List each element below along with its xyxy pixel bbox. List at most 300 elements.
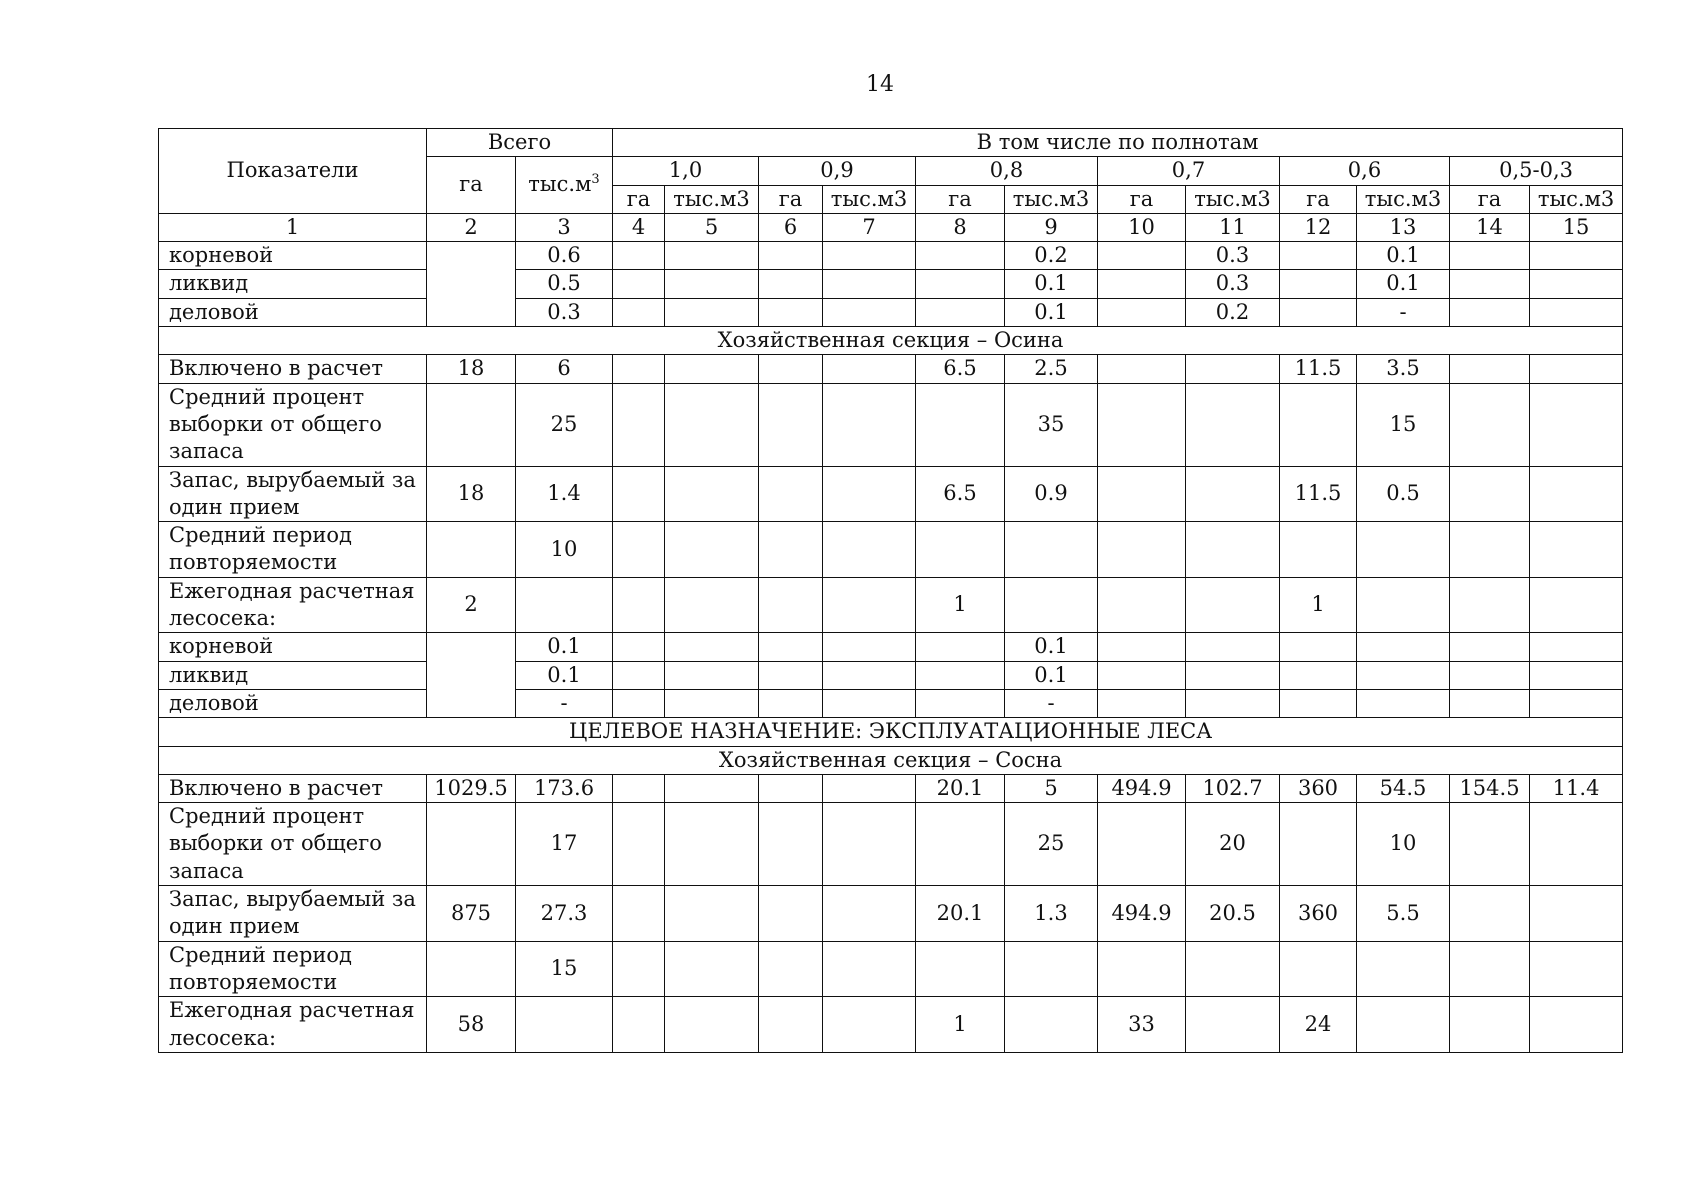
header-density: 0,5-0,3 <box>1450 157 1623 185</box>
table-cell <box>1280 689 1357 717</box>
table-cell <box>1186 466 1280 522</box>
table-cell: 2.5 <box>1005 355 1098 383</box>
column-number: 9 <box>1005 213 1098 241</box>
table-cell <box>1280 522 1357 578</box>
table-cell <box>1280 941 1357 997</box>
table-cell: 5.5 <box>1357 886 1450 942</box>
header-total-thous-m3 <box>516 157 613 214</box>
table-cell: 494.9 <box>1098 774 1186 802</box>
table-cell <box>1098 633 1186 661</box>
merged-empty-cell <box>427 242 516 327</box>
table-cell <box>1450 522 1530 578</box>
column-number: 13 <box>1357 213 1450 241</box>
table-cell <box>1450 466 1530 522</box>
table-cell <box>759 242 823 270</box>
table-cell: 1.4 <box>516 466 613 522</box>
header-indicators: Показатели <box>159 129 427 214</box>
table-cell <box>1450 886 1530 942</box>
column-number: 12 <box>1280 213 1357 241</box>
table-cell <box>613 298 665 326</box>
table-cell <box>823 577 916 633</box>
block3-body <box>159 774 1623 1052</box>
table-cell: 0.1 <box>1005 661 1098 689</box>
table-cell <box>665 689 759 717</box>
table-cell <box>916 941 1005 997</box>
table-cell <box>1098 941 1186 997</box>
table-cell <box>823 383 916 466</box>
purpose-body <box>159 718 1623 775</box>
row-label: деловой <box>159 689 427 717</box>
table-cell <box>823 774 916 802</box>
table-cell: 25 <box>516 383 613 466</box>
table-cell <box>665 661 759 689</box>
table-cell <box>823 803 916 886</box>
table-cell: 35 <box>1005 383 1098 466</box>
table-cell: 10 <box>1357 803 1450 886</box>
table-cell <box>1530 270 1623 298</box>
table-cell <box>613 886 665 942</box>
table-cell <box>613 633 665 661</box>
table-row <box>159 774 1623 802</box>
table-cell <box>1530 633 1623 661</box>
table-cell <box>1450 803 1530 886</box>
column-number: 14 <box>1450 213 1530 241</box>
table-cell <box>1530 803 1623 886</box>
table-cell <box>1098 661 1186 689</box>
table-cell <box>1530 689 1623 717</box>
header-density: 1,0 <box>613 157 759 185</box>
table-cell <box>1357 522 1450 578</box>
table-cell: 1029.5 <box>427 774 516 802</box>
row-label: Средний процент выборки от общего запаса <box>159 383 427 466</box>
table-cell <box>1186 633 1280 661</box>
table-cell <box>665 633 759 661</box>
table-cell: 102.7 <box>1186 774 1280 802</box>
table-cell <box>759 997 823 1053</box>
column-number: 5 <box>665 213 759 241</box>
table-row <box>159 941 1623 997</box>
table-cell <box>1450 270 1530 298</box>
row-label: Запас, вырубаемый за один прием <box>159 466 427 522</box>
table-cell: 0.2 <box>1005 242 1098 270</box>
header-total-thous-m3-sup: 3 <box>591 172 600 188</box>
table-cell <box>759 941 823 997</box>
table-cell <box>1530 242 1623 270</box>
table-cell <box>665 466 759 522</box>
table-cell: 1 <box>916 577 1005 633</box>
table-cell <box>759 886 823 942</box>
table-cell: 0.9 <box>1005 466 1098 522</box>
table-cell <box>1186 941 1280 997</box>
table-row <box>159 383 1623 466</box>
header-unit-thous-m3: тыс.м3 <box>1005 185 1098 213</box>
table-cell <box>759 803 823 886</box>
table-cell <box>613 941 665 997</box>
table-cell: 360 <box>1280 886 1357 942</box>
table-cell: 360 <box>1280 774 1357 802</box>
row-label: Включено в расчет <box>159 355 427 383</box>
table-cell <box>1098 689 1186 717</box>
column-number: 4 <box>613 213 665 241</box>
table-cell <box>665 941 759 997</box>
table-cell <box>1098 577 1186 633</box>
row-label: Включено в расчет <box>159 774 427 802</box>
column-number: 7 <box>823 213 916 241</box>
table-cell <box>665 298 759 326</box>
table-cell <box>916 689 1005 717</box>
table-cell: 0.1 <box>1005 298 1098 326</box>
table-cell <box>665 383 759 466</box>
table-cell <box>1280 298 1357 326</box>
purpose-row <box>159 718 1623 746</box>
table-cell <box>1280 270 1357 298</box>
table-row <box>159 886 1623 942</box>
table-cell <box>823 242 916 270</box>
table-cell: 0.5 <box>516 270 613 298</box>
table-cell <box>427 383 516 466</box>
header-unit-ha: га <box>1450 185 1530 213</box>
row-label: деловой <box>159 298 427 326</box>
table-cell <box>759 522 823 578</box>
header-total-thous-m3-base: тыс.м <box>528 172 592 197</box>
table-cell <box>1357 577 1450 633</box>
header-unit-thous-m3: тыс.м3 <box>1186 185 1280 213</box>
table-cell <box>613 997 665 1053</box>
table-cell: - <box>516 689 613 717</box>
table-cell <box>665 774 759 802</box>
table-cell: 494.9 <box>1098 886 1186 942</box>
table-cell <box>1530 941 1623 997</box>
column-numbers-row <box>159 213 1623 241</box>
table-cell <box>1530 577 1623 633</box>
table-cell <box>1450 633 1530 661</box>
table-cell <box>759 689 823 717</box>
section-row-osina <box>159 327 1623 355</box>
table-cell <box>1450 298 1530 326</box>
table-cell <box>1530 383 1623 466</box>
table-cell <box>1357 997 1450 1053</box>
table-cell <box>665 803 759 886</box>
block1-body <box>159 242 1623 327</box>
row-label: Запас, вырубаемый за один прием <box>159 886 427 942</box>
row-label: Ежегодная расчетная лесосека: <box>159 997 427 1053</box>
table-row <box>159 355 1623 383</box>
table-cell <box>1280 242 1357 270</box>
table-cell <box>759 466 823 522</box>
table-cell <box>1530 997 1623 1053</box>
header-density: 0,9 <box>759 157 916 185</box>
table-cell <box>1530 661 1623 689</box>
table-cell <box>1098 803 1186 886</box>
table-cell: 0.1 <box>1005 633 1098 661</box>
table-cell <box>1098 270 1186 298</box>
row-label: Ежегодная расчетная лесосека: <box>159 577 427 633</box>
table-row <box>159 803 1623 886</box>
table-row <box>159 270 1623 298</box>
table-cell <box>916 242 1005 270</box>
table-cell <box>823 633 916 661</box>
table-cell: 0.3 <box>1186 242 1280 270</box>
column-number: 15 <box>1530 213 1623 241</box>
table-cell <box>1186 661 1280 689</box>
table-cell: 1.3 <box>1005 886 1098 942</box>
table-cell <box>1186 383 1280 466</box>
table-cell <box>1098 242 1186 270</box>
table-cell: 0.2 <box>1186 298 1280 326</box>
table-cell <box>613 689 665 717</box>
table-cell <box>1357 633 1450 661</box>
table-cell <box>613 577 665 633</box>
table-cell <box>1450 355 1530 383</box>
table-cell <box>1357 941 1450 997</box>
section-row-sosna <box>159 746 1623 774</box>
table-cell <box>665 522 759 578</box>
table-cell: 3.5 <box>1357 355 1450 383</box>
table-cell <box>916 661 1005 689</box>
section-title-sosna: Хозяйственная секция – Сосна <box>159 746 1623 774</box>
table-cell: 154.5 <box>1450 774 1530 802</box>
table-row <box>159 577 1623 633</box>
section-title-osina: Хозяйственная секция – Осина <box>159 327 1623 355</box>
table-cell <box>916 298 1005 326</box>
table-row <box>159 242 1623 270</box>
table-cell <box>823 886 916 942</box>
table-cell <box>759 270 823 298</box>
table-cell <box>823 466 916 522</box>
table-cell <box>665 577 759 633</box>
column-number: 6 <box>759 213 823 241</box>
table-cell <box>427 803 516 886</box>
table-cell <box>823 997 916 1053</box>
table-cell <box>613 466 665 522</box>
header-unit-thous-m3: тыс.м3 <box>1357 185 1450 213</box>
table-cell: - <box>1005 689 1098 717</box>
column-number: 8 <box>916 213 1005 241</box>
table-cell <box>1450 577 1530 633</box>
table-cell <box>916 522 1005 578</box>
table-row <box>159 689 1623 717</box>
header-unit-ha: га <box>759 185 823 213</box>
table-cell <box>613 355 665 383</box>
table-cell <box>1280 633 1357 661</box>
table-cell: - <box>1357 298 1450 326</box>
header-unit-ha: га <box>1280 185 1357 213</box>
table-cell <box>1280 383 1357 466</box>
table-cell <box>823 522 916 578</box>
table-cell <box>823 661 916 689</box>
table-cell: 18 <box>427 355 516 383</box>
header-total-ha: га <box>427 157 516 214</box>
table-cell: 18 <box>427 466 516 522</box>
table-row <box>159 522 1623 578</box>
table-cell <box>759 577 823 633</box>
table-cell <box>759 661 823 689</box>
table-cell: 1 <box>916 997 1005 1053</box>
table-cell <box>1450 661 1530 689</box>
table-cell <box>613 522 665 578</box>
header-unit-ha: га <box>916 185 1005 213</box>
table-cell <box>759 383 823 466</box>
table-cell <box>823 689 916 717</box>
table-cell: 0.6 <box>516 242 613 270</box>
table-cell <box>665 242 759 270</box>
table-cell <box>613 803 665 886</box>
row-label: Средний процент выборки от общего запаса <box>159 803 427 886</box>
table-cell <box>916 803 1005 886</box>
table-cell <box>1530 886 1623 942</box>
table-cell: 15 <box>1357 383 1450 466</box>
table-cell: 11.5 <box>1280 466 1357 522</box>
table-cell <box>516 997 613 1053</box>
table-cell <box>759 355 823 383</box>
header-density: 0,6 <box>1280 157 1450 185</box>
table-cell: 0.3 <box>1186 270 1280 298</box>
table-row <box>159 298 1623 326</box>
table-cell: 27.3 <box>516 886 613 942</box>
table-row <box>159 466 1623 522</box>
table-cell <box>1005 522 1098 578</box>
table-cell: 58 <box>427 997 516 1053</box>
header-row-1 <box>159 129 1623 157</box>
table-cell <box>1098 383 1186 466</box>
column-number: 2 <box>427 213 516 241</box>
table-cell: 11.4 <box>1530 774 1623 802</box>
table-cell <box>823 298 916 326</box>
table-cell: 20.5 <box>1186 886 1280 942</box>
table-cell <box>665 270 759 298</box>
block2-body <box>159 355 1623 718</box>
table-cell <box>759 774 823 802</box>
table-cell <box>1186 355 1280 383</box>
column-number: 11 <box>1186 213 1280 241</box>
table-cell <box>1098 355 1186 383</box>
table-cell: 10 <box>516 522 613 578</box>
table-cell: 0.5 <box>1357 466 1450 522</box>
table-cell: 33 <box>1098 997 1186 1053</box>
purpose-title: ЦЕЛЕВОЕ НАЗНАЧЕНИЕ: ЭКСПЛУАТАЦИОННЫЕ ЛЕСА <box>159 718 1623 746</box>
table-cell <box>1280 661 1357 689</box>
table-cell <box>1280 803 1357 886</box>
table-cell <box>613 270 665 298</box>
table-cell: 2 <box>427 577 516 633</box>
table-cell <box>916 383 1005 466</box>
table-cell <box>1005 997 1098 1053</box>
table-cell <box>1530 522 1623 578</box>
table-cell: 20.1 <box>916 774 1005 802</box>
table-cell: 0.1 <box>516 633 613 661</box>
table-cell: 24 <box>1280 997 1357 1053</box>
row-label: корневой <box>159 633 427 661</box>
table-cell: 0.1 <box>1357 270 1450 298</box>
column-number: 1 <box>159 213 427 241</box>
table-cell: 0.3 <box>516 298 613 326</box>
table-cell <box>1450 689 1530 717</box>
header-unit-thous-m3: тыс.м3 <box>1530 185 1623 213</box>
table-cell: 25 <box>1005 803 1098 886</box>
merged-empty-cell <box>427 633 516 718</box>
table-cell <box>1357 689 1450 717</box>
table-cell <box>1186 577 1280 633</box>
table-cell <box>916 633 1005 661</box>
table-cell: 11.5 <box>1280 355 1357 383</box>
table-row <box>159 661 1623 689</box>
table-cell: 6.5 <box>916 355 1005 383</box>
table-cell: 20.1 <box>916 886 1005 942</box>
table-cell: 20 <box>1186 803 1280 886</box>
table-row <box>159 633 1623 661</box>
header-unit-ha: га <box>613 185 665 213</box>
table-cell <box>823 270 916 298</box>
table-cell: 0.1 <box>1357 242 1450 270</box>
table-cell: 875 <box>427 886 516 942</box>
table-cell: 6.5 <box>916 466 1005 522</box>
table-cell <box>613 383 665 466</box>
table-cell <box>427 941 516 997</box>
table-cell <box>1450 242 1530 270</box>
table-cell <box>1098 298 1186 326</box>
table-cell: 5 <box>1005 774 1098 802</box>
table-cell <box>1098 522 1186 578</box>
table-cell <box>1357 661 1450 689</box>
table-cell <box>1186 997 1280 1053</box>
table-cell: 17 <box>516 803 613 886</box>
table-cell <box>759 633 823 661</box>
table-cell <box>427 522 516 578</box>
table-cell <box>665 355 759 383</box>
table-cell <box>516 577 613 633</box>
table-cell: 0.1 <box>1005 270 1098 298</box>
table-cell: 15 <box>516 941 613 997</box>
table-cell <box>1530 298 1623 326</box>
table-cell <box>1450 941 1530 997</box>
table-cell: 6 <box>516 355 613 383</box>
table-cell: 54.5 <box>1357 774 1450 802</box>
table-cell <box>613 774 665 802</box>
row-label: Средний период повторяемости <box>159 522 427 578</box>
table-cell <box>916 270 1005 298</box>
header-unit-thous-m3: тыс.м3 <box>823 185 916 213</box>
table-cell <box>1186 522 1280 578</box>
table-cell <box>665 997 759 1053</box>
table-cell <box>613 661 665 689</box>
table-cell <box>665 886 759 942</box>
table-cell <box>613 242 665 270</box>
header-unit-ha: га <box>1098 185 1186 213</box>
table-cell <box>1098 466 1186 522</box>
table-cell <box>1005 577 1098 633</box>
row-label: корневой <box>159 242 427 270</box>
header-unit-thous-m3: тыс.м3 <box>665 185 759 213</box>
header-including: В том числе по полнотам <box>613 129 1623 157</box>
table-cell <box>823 941 916 997</box>
column-number: 10 <box>1098 213 1186 241</box>
header-density: 0,7 <box>1098 157 1280 185</box>
row-label: ликвид <box>159 661 427 689</box>
forest-calculation-table <box>158 128 1623 1053</box>
table-cell <box>1450 383 1530 466</box>
table-cell <box>1530 355 1623 383</box>
table-cell <box>1005 941 1098 997</box>
table-cell <box>823 355 916 383</box>
page-number: 14 <box>866 72 894 97</box>
table-cell: 1 <box>1280 577 1357 633</box>
header-total: Всего <box>427 129 613 157</box>
table-cell <box>759 298 823 326</box>
row-label: Средний период повторяемости <box>159 941 427 997</box>
column-number: 3 <box>516 213 613 241</box>
table-cell <box>1450 997 1530 1053</box>
row-label: ликвид <box>159 270 427 298</box>
